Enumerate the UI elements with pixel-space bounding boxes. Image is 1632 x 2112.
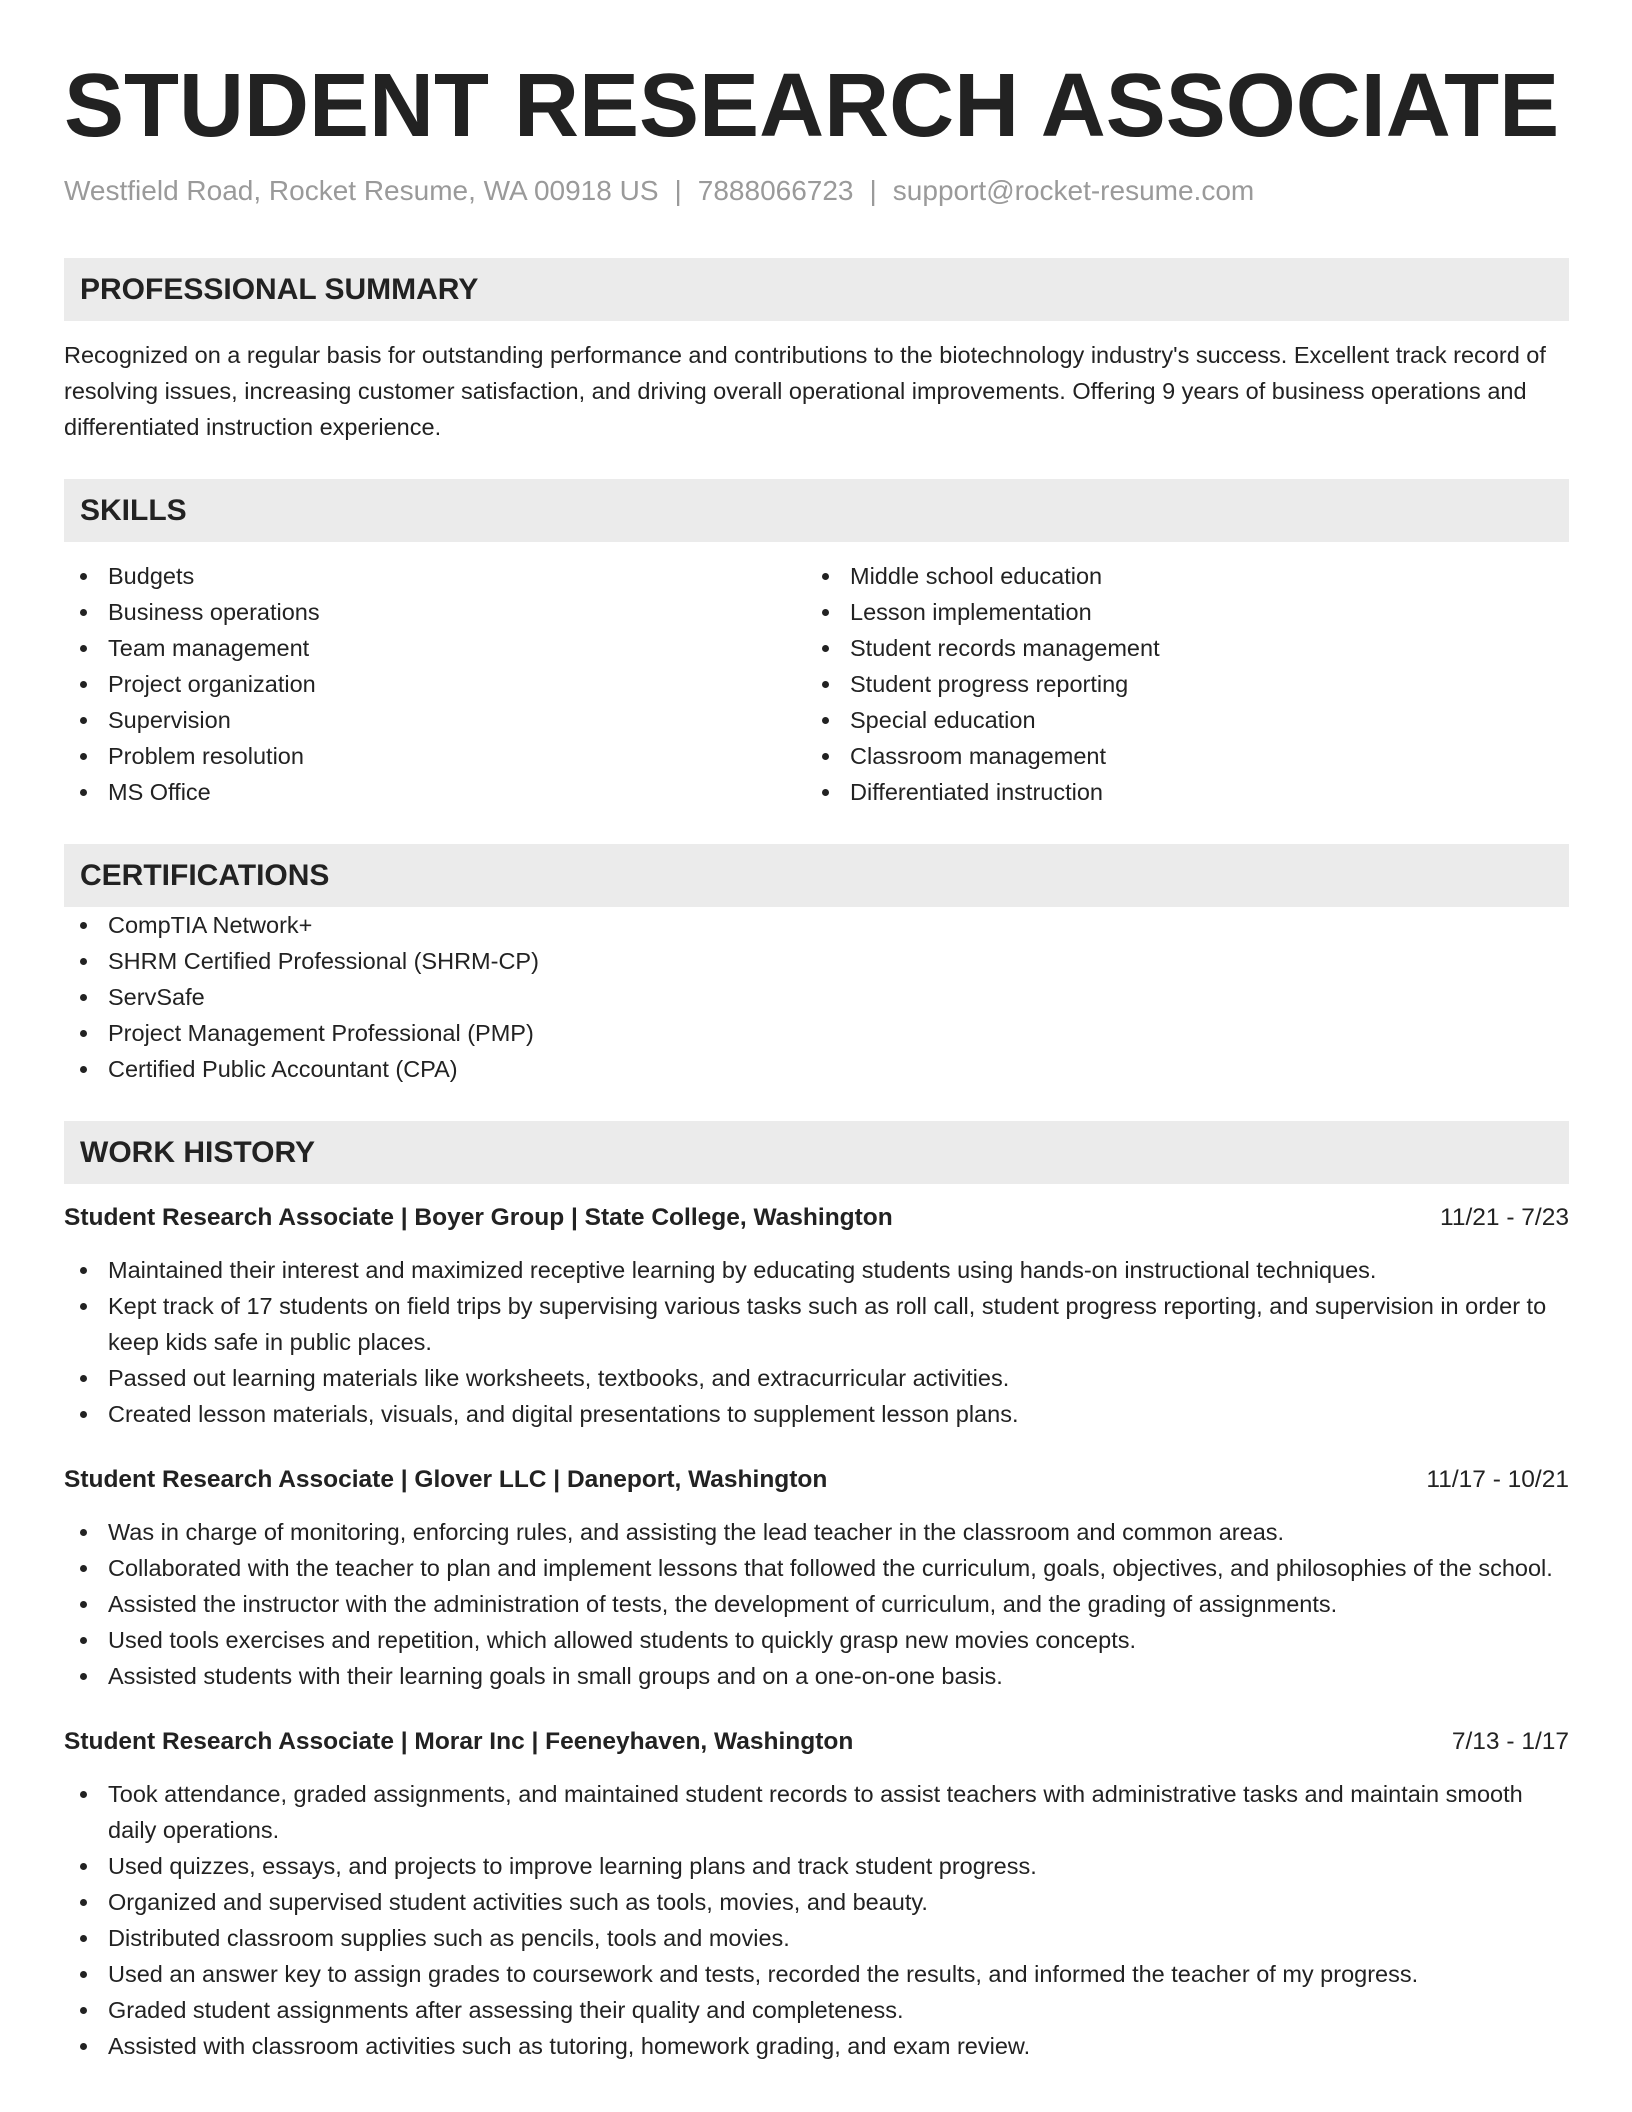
job-bullet: Assisted students with their learning goals in small groups and on a one-on-one basis.	[64, 1658, 1569, 1694]
job-bullet: Used tools exercises and repetition, which allowed students to quickly grasp new movies concepts.	[64, 1622, 1569, 1658]
skill-item: Business operations	[64, 594, 806, 630]
job-title: Student Research Associate | Morar Inc | Feeneyhaven, Washington	[64, 1728, 854, 1755]
job-dates: 11/21 - 7/23	[1440, 1204, 1569, 1231]
job-entry	[64, 1462, 1569, 1694]
contact-separator: |	[869, 175, 877, 206]
section-header-skills: SKILLS	[64, 479, 1569, 542]
certification-item: Certified Public Accountant (CPA)	[64, 1051, 1569, 1087]
skill-item: MS Office	[64, 774, 806, 810]
skills-list-right	[806, 558, 1548, 810]
skill-item: Middle school education	[806, 558, 1548, 594]
skill-item: Project organization	[64, 666, 806, 702]
job-entry	[64, 1724, 1569, 2064]
job-header	[64, 1462, 1569, 1498]
certification-item: ServSafe	[64, 979, 1569, 1015]
skill-item: Problem resolution	[64, 738, 806, 774]
professional-summary-text: Recognized on a regular basis for outstanding performance and contributions to the biotechnology industry's success. Excellent track record of resolving issues, increasing customer satisfaction, and driving overall operational improvements. Offering 9 years of business operations and differentiated instruction experience.	[64, 342, 1546, 440]
resume-page	[64, 0, 1569, 2064]
certification-item: SHRM Certified Professional (SHRM-CP)	[64, 943, 1569, 979]
job-bullet: Organized and supervised student activities such as tools, movies, and beauty.	[64, 1884, 1569, 1920]
job-bullet: Maintained their interest and maximized receptive learning by educating students using hands-on instructional techniques.	[64, 1252, 1569, 1288]
resume-name-title: STUDENT RESEARCH ASSOCIATE	[64, 56, 1560, 156]
skills-list-left	[64, 558, 806, 810]
contact-phone[interactable]: 7888066723	[697, 175, 854, 206]
job-bullets	[64, 1514, 1569, 1694]
job-dates: 7/13 - 1/17	[1451, 1728, 1569, 1755]
job-bullet: Created lesson materials, visuals, and digital presentations to supplement lesson plans.	[64, 1396, 1569, 1432]
skill-item: Classroom management	[806, 738, 1548, 774]
job-bullet: Used an answer key to assign grades to coursework and tests, recorded the results, and informed the teacher of my progress.	[64, 1956, 1569, 1992]
job-bullet: Collaborated with the teacher to plan and implement lessons that followed the curriculum, goals, objectives, and philosophies of the school.	[64, 1550, 1569, 1586]
skills-columns	[64, 558, 1569, 810]
job-bullets	[64, 1776, 1569, 2064]
job-bullet: Used quizzes, essays, and projects to improve learning plans and track student progress.	[64, 1848, 1569, 1884]
certification-item: CompTIA Network+	[64, 907, 1569, 943]
job-bullet: Was in charge of monitoring, enforcing rules, and assisting the lead teacher in the classroom and common areas.	[64, 1514, 1569, 1550]
job-bullet: Graded student assignments after assessing their quality and completeness.	[64, 1992, 1569, 2028]
contact-line	[64, 174, 1569, 208]
job-title: Student Research Associate | Boyer Group | State College, Washington	[64, 1204, 893, 1231]
job-dates: 11/17 - 10/21	[1426, 1466, 1569, 1493]
job-bullets	[64, 1252, 1569, 1432]
certification-item: Project Management Professional (PMP)	[64, 1015, 1569, 1051]
job-entry	[64, 1200, 1569, 1432]
skill-item: Budgets	[64, 558, 806, 594]
contact-separator: |	[674, 175, 682, 206]
skill-item: Lesson implementation	[806, 594, 1548, 630]
job-bullet: Kept track of 17 students on field trips by supervising various tasks such as roll call, student progress reporting, and supervision in order to keep kids safe in public places.	[64, 1288, 1569, 1360]
section-header-work-history: WORK HISTORY	[64, 1121, 1569, 1184]
contact-address: Westfield Road, Rocket Resume, WA 00918 US	[64, 175, 659, 206]
job-bullet: Assisted with classroom activities such as tutoring, homework grading, and exam review.	[64, 2028, 1569, 2064]
skill-item: Differentiated instruction	[806, 774, 1548, 810]
job-bullet: Took attendance, graded assignments, and maintained student records to assist teachers with administrative tasks and maintain smooth daily operations.	[64, 1776, 1569, 1848]
skill-item: Supervision	[64, 702, 806, 738]
skill-item: Special education	[806, 702, 1548, 738]
certifications-list	[64, 907, 1569, 1087]
job-header	[64, 1200, 1569, 1236]
job-bullet: Assisted the instructor with the administration of tests, the development of curriculum, and the grading of assignments.	[64, 1586, 1569, 1622]
section-header-professional-summary: PROFESSIONAL SUMMARY	[64, 258, 1569, 321]
job-bullet: Distributed classroom supplies such as pencils, tools and movies.	[64, 1920, 1569, 1956]
section-header-certifications: CERTIFICATIONS	[64, 844, 1569, 907]
contact-email[interactable]: support@rocket-resume.com	[892, 175, 1255, 206]
job-title: Student Research Associate | Glover LLC | Daneport, Washington	[64, 1466, 828, 1493]
skill-item: Team management	[64, 630, 806, 666]
job-bullet: Passed out learning materials like worksheets, textbooks, and extracurricular activities.	[64, 1360, 1569, 1396]
skill-item: Student records management	[806, 630, 1548, 666]
job-header	[64, 1724, 1569, 1760]
skill-item: Student progress reporting	[806, 666, 1548, 702]
